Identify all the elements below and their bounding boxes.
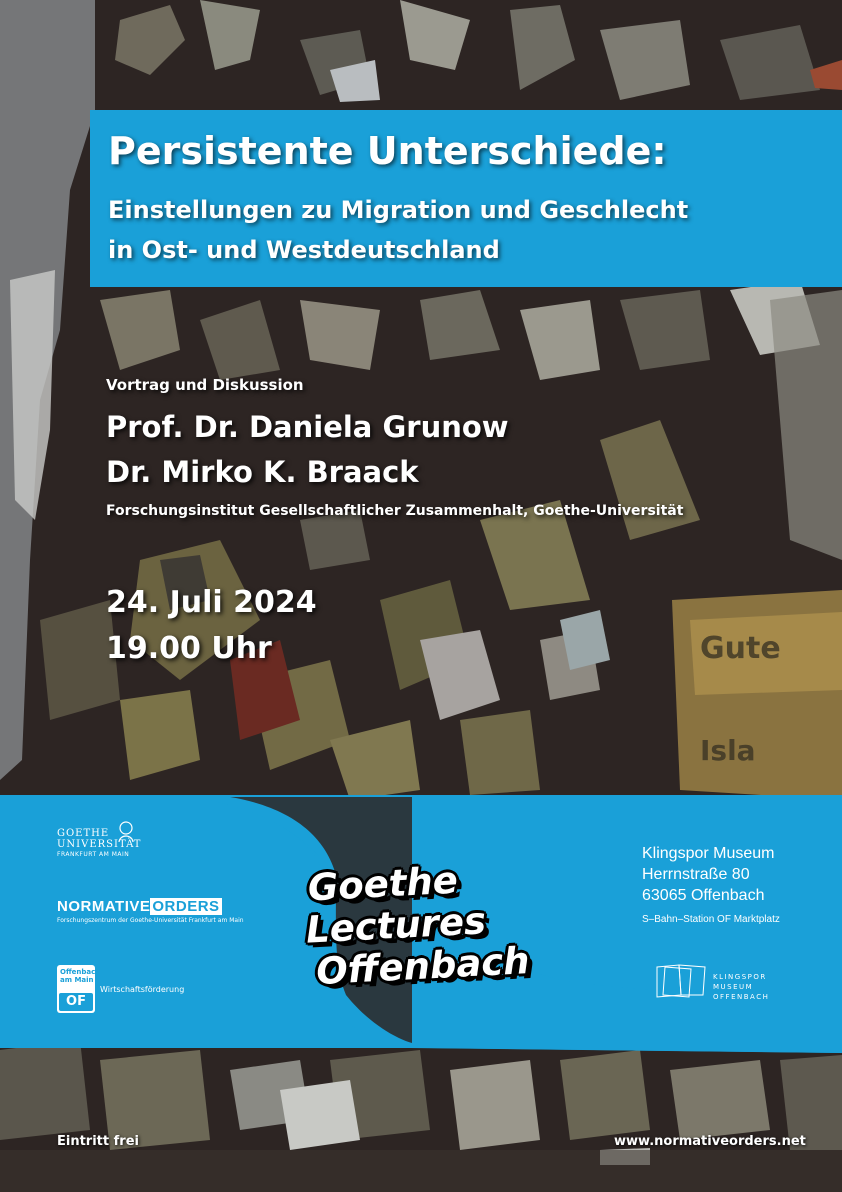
speaker-2: Dr. Mirko K. Braack — [106, 455, 419, 489]
title-subtitle — [108, 190, 688, 270]
venue-street: Herrnstraße 80 — [642, 866, 750, 883]
institute: Forschungsinstitut Gesellschaftlicher Zusammenhalt, Goethe-Universität — [106, 503, 684, 519]
klingspor-museum-logo[interactable] — [655, 963, 770, 1003]
klingspor-book-icon — [655, 963, 707, 999]
venue-address — [642, 843, 780, 925]
offenbach-logo-line1: Offenbach — [60, 968, 101, 976]
normative-orders-wordmark — [57, 898, 244, 915]
entry-info: Eintritt frei — [57, 1134, 139, 1149]
goethe-logo-line1: GOETHE — [57, 828, 110, 839]
website-link[interactable]: www.normativeorders.net — [614, 1134, 806, 1149]
series-line3: Offenbach — [315, 939, 531, 994]
venue-station: S–Bahn–Station OF Marktplatz — [642, 914, 780, 925]
venue-name: Klingspor Museum — [642, 845, 775, 862]
title-main: Persistente Unterschiede: — [108, 129, 667, 173]
title-subtitle-line1: Einstellungen zu Migration und Geschlecht — [108, 196, 689, 224]
event-type: Vortrag und Diskussion — [106, 376, 304, 394]
goethe-logo-line2: UNIVERSITÄT — [57, 839, 142, 850]
goethe-portrait-icon — [117, 820, 135, 842]
venue-city: 63065 Offenbach — [642, 887, 765, 904]
background-sign-isla: Isla — [700, 734, 756, 767]
normative-orders-subtitle: Forschungszentrum der Goethe-Universität Frankfurt am Main — [57, 917, 244, 924]
series-line1: Goethe — [306, 858, 459, 910]
event-time: 19.00 Uhr — [106, 631, 272, 666]
offenbach-logo-top — [60, 968, 101, 984]
normative-orders-part1: NORMATIVE — [57, 898, 151, 915]
series-line2: Lectures — [304, 899, 487, 952]
klingspor-logo-text — [713, 972, 769, 1002]
goethe-logo-line3: FRANKFURT AM MAIN — [57, 851, 130, 858]
normative-orders-logo[interactable] — [57, 898, 244, 924]
normative-orders-part2: ORDERS — [152, 898, 220, 915]
background-sign-gute: Gute — [700, 631, 781, 666]
offenbach-badge: OF — [59, 993, 93, 1011]
offenbach-logo-label: Wirtschaftsförderung — [100, 985, 185, 994]
klingspor-logo-line2: MUSEUM — [713, 983, 754, 991]
offenbach-logo-box — [57, 965, 101, 1013]
series-logo — [297, 856, 531, 994]
speaker-1: Prof. Dr. Daniela Grunow — [106, 410, 509, 444]
offenbach-logo-line2: am Main — [60, 976, 94, 984]
goethe-universitaet-logo[interactable] — [57, 820, 147, 866]
title-subtitle-line2: in Ost- und Westdeutschland — [108, 236, 500, 264]
klingspor-logo-line3: OFFENBACH — [713, 993, 770, 1001]
title-box — [90, 110, 842, 287]
event-date: 24. Juli 2024 — [106, 585, 317, 620]
klingspor-logo-line1: KLINGSPOR — [713, 973, 767, 981]
